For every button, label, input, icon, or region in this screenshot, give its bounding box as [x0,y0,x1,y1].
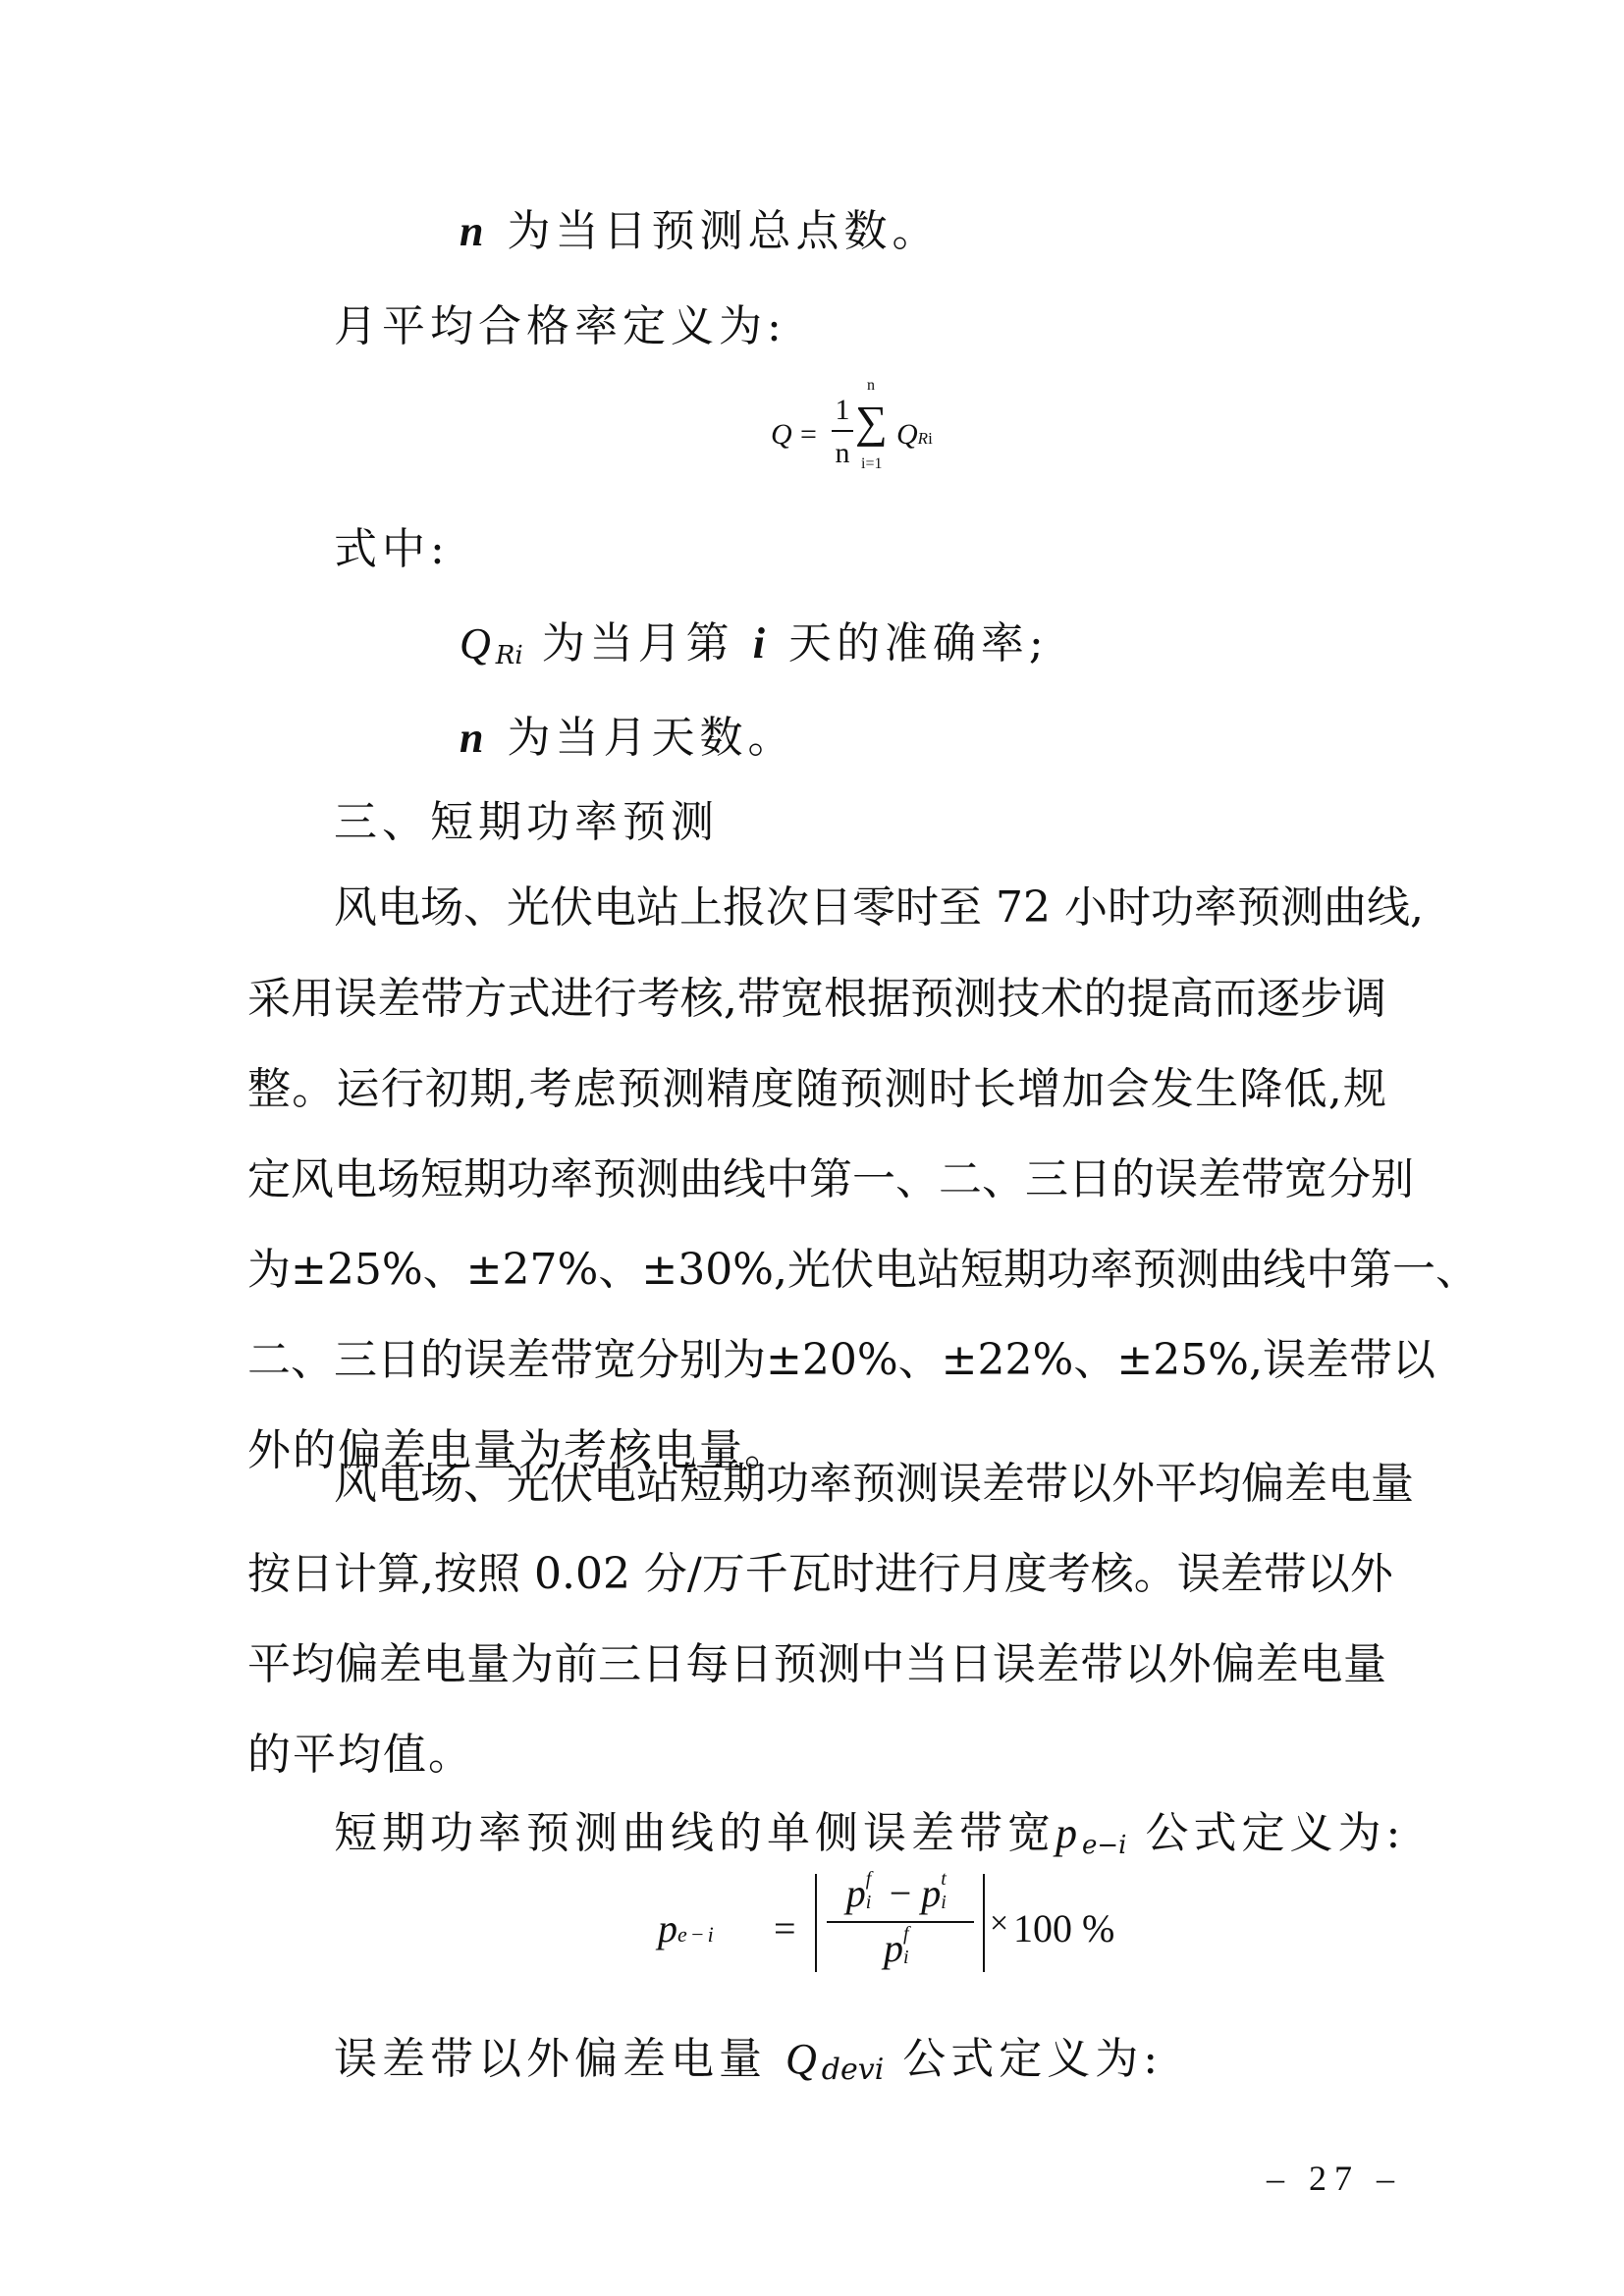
fraction-numerator [827,1870,974,1923]
abs-bar-right [983,1874,985,1972]
formula-lhs [658,1905,717,1951]
formula-eq: = [774,1906,796,1950]
page-number: – 27 – [1267,2159,1402,2198]
term-subscript [918,429,933,448]
formula-eq: = [800,418,817,451]
formula-lhs: Q [771,418,792,451]
sup-f: f [865,1868,872,1890]
definition-n-daily [460,202,940,261]
intro-text-a: 误差带以外偏差电量 [334,2034,767,2084]
lhs-p: p [658,1906,677,1950]
definition-n-monthly [460,709,795,768]
definition-qri [460,614,1049,685]
intro-text-b: 公式定义为: [1145,1808,1406,1858]
num-p-forecast: p [845,1871,866,1915]
minus-sign: − [889,1871,912,1915]
monthly-rate-intro: 月平均合格率定义为: [334,301,786,351]
sum-upper-limit: n [867,377,875,394]
variable-p: p [1056,1809,1082,1857]
paragraph-1-line-4: 定风电场短期功率预测曲线中第一、二、三日的误差带宽分别 [247,1154,1414,1204]
paragraph-2-line-1: 风电场、光伏电站短期功率预测误差带以外平均偏差电量 [334,1459,1414,1509]
where-label: 式中: [334,524,450,574]
num-a-scripts [865,1868,880,1913]
definition-text-b: 天的准确率; [787,618,1049,668]
variable-subscript: devi [821,2053,885,2087]
paragraph-1-line-2: 采用误差带方式进行考核,带宽根据预测技术的提高而逐步调 [247,974,1386,1024]
variable-n: n [460,714,489,762]
term-q: Q [896,418,918,451]
sub-i: i [941,1892,947,1913]
paragraph-1-line-1: 风电场、光伏电站上报次日零时至 72 小时功率预测曲线, [334,882,1424,933]
sum-lower-limit: i=1 [861,455,883,472]
paragraph-2-line-3: 平均偏差电量为前三日每日预测中当日误差带以外偏差电量 [247,1639,1386,1689]
paragraph-1-line-5: 为±25%、±27%、±30%,光伏电站短期功率预测曲线中第一、 [247,1245,1479,1295]
sup-t: t [941,1868,947,1890]
error-band-intro [334,1804,1405,1875]
section-heading: 三、短期功率预测 [334,797,719,847]
variable-q: Q [460,619,496,667]
percent-factor: 100 % [1013,1906,1115,1950]
variable-subscript: Ri [495,641,523,670]
intro-text-b: 公式定义为: [902,2034,1164,2084]
paragraph-1-line-3: 整。运行初期,考虑预测精度随预测时长增加会发生降低,规 [247,1064,1386,1114]
fraction-denominator [827,1925,974,1971]
sub-i: i [903,1947,909,1968]
variable-i: i [752,619,770,667]
variable-n: n [460,207,489,255]
den-scripts [903,1923,917,1968]
den-p: p [884,1926,903,1970]
subscript-i: i [928,429,933,448]
num-b-scripts [941,1868,954,1913]
abs-bar-left [815,1874,817,1972]
intro-text-a: 短期功率预测曲线的单侧误差带宽 [334,1808,1056,1858]
definition-text-a: 为当月第 [541,618,734,668]
variable-q: Q [785,2035,822,2083]
sub-i: i [865,1892,872,1913]
fraction-numerator: 1 [832,391,853,432]
paragraph-2-line-4: 的平均值。 [247,1730,473,1780]
times-sign: × [990,1905,1009,1942]
definition-text: 为当日预测总点数。 [507,206,941,256]
lhs-subscript: e−i [677,1922,717,1947]
deviation-energy-intro [334,2030,1163,2100]
sup-f: f [903,1923,909,1945]
definition-text: 为当月天数。 [507,713,796,763]
subscript-r: R [917,429,929,448]
paragraph-1-line-7: 外的偏差电量为考核电量。 [247,1425,789,1475]
paragraph-2-line-2: 按日计算,按照 0.02 分/万千瓦时进行月度考核。误差带以外 [247,1549,1393,1599]
fraction-denominator: n [835,437,850,469]
sum-term [896,418,933,452]
paragraph-1-line-6: 二、三日的误差带宽分别为±20%、±22%、±25%,误差带以 [247,1335,1435,1385]
num-p-actual: p [921,1871,942,1915]
summation-symbol: ∑ [855,397,888,447]
variable-subscript: e−i [1082,1831,1127,1860]
